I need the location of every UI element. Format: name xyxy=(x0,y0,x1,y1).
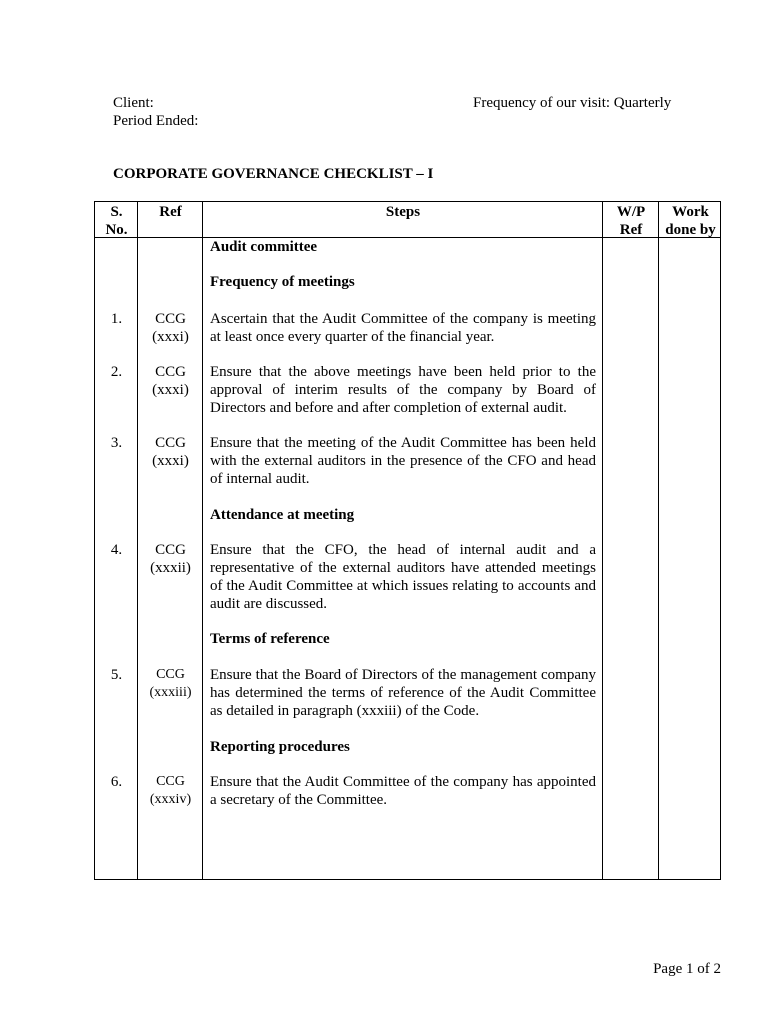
section-heading: Audit committee xyxy=(210,239,318,255)
client-label: Client: xyxy=(113,95,154,111)
visit-frequency: Frequency of our visit: Quarterly xyxy=(473,95,672,111)
row-number: 6. xyxy=(110,774,123,790)
page-number: Page 1 of 2 xyxy=(653,961,721,977)
period-ended-label: Period Ended: xyxy=(113,113,199,129)
section-heading: Frequency of meetings xyxy=(210,274,355,290)
ref-code: CCG xyxy=(156,774,185,789)
row-step: Ensure that the meeting of the Audit Committee has been held with the external auditors in the presence of the CFO and head of internal audit. xyxy=(210,435,596,487)
ref-code: CCG xyxy=(155,311,186,327)
row-number: 5. xyxy=(110,667,123,683)
header-line: Ref xyxy=(619,222,643,238)
page-title: CORPORATE GOVERNANCE CHECKLIST – I xyxy=(113,166,434,182)
column-header-sno xyxy=(95,203,138,239)
header-line: S. xyxy=(110,204,123,220)
header-line: Work xyxy=(672,204,709,220)
ref-code: CCG xyxy=(155,435,186,451)
row-step: Ensure that the Board of Directors of the management company has determined the terms of reference of the Audit Committee as detailed in paragraph (xxxiii) of the Code. xyxy=(210,667,596,719)
column-header-wp-ref xyxy=(603,203,659,239)
row-ref xyxy=(138,773,203,809)
column-header-work-done-by xyxy=(659,203,722,239)
ref-clause: (xxxiv) xyxy=(149,792,192,807)
ref-code: CCG xyxy=(156,667,185,682)
column-divider xyxy=(602,202,603,879)
column-divider xyxy=(658,202,659,879)
section-heading: Reporting procedures xyxy=(210,739,350,755)
row-number: 1. xyxy=(110,311,123,327)
row-number: 4. xyxy=(110,542,123,558)
row-step: Ascertain that the Audit Committee of the company is meeting at least once every quarter of the financial year. xyxy=(210,311,596,345)
row-ref xyxy=(138,434,203,470)
row-number: 3. xyxy=(110,435,123,451)
column-header-steps: Steps xyxy=(385,204,421,220)
ref-clause: (xxxi) xyxy=(152,453,189,469)
row-step: Ensure that the Audit Committee of the company has appointed a secretary of the Committee. xyxy=(210,774,596,808)
row-step: Ensure that the above meetings have been held prior to the approval of interim results of the company by Board of Directors and before and after completion of external audit. xyxy=(210,364,596,416)
ref-clause: (xxxii) xyxy=(150,560,191,576)
checklist-table xyxy=(94,201,721,880)
ref-code: CCG xyxy=(155,542,186,558)
ref-clause: (xxxi) xyxy=(152,329,189,345)
row-ref xyxy=(138,666,203,702)
column-header-ref: Ref xyxy=(159,204,182,220)
header-line: done by xyxy=(665,222,716,238)
row-number: 2. xyxy=(110,364,123,380)
header-line: W/P xyxy=(616,204,646,220)
row-ref xyxy=(138,310,203,346)
row-step: Ensure that the CFO, the head of internal audit and a representative of the external auditors have attended meetings of the Audit Committee at which issues relating to accounts and audit are discussed. xyxy=(210,542,596,612)
header-line: No. xyxy=(105,222,128,238)
section-heading: Attendance at meeting xyxy=(210,507,355,523)
row-ref xyxy=(138,541,203,577)
section-heading: Terms of reference xyxy=(210,631,330,647)
row-ref xyxy=(138,363,203,399)
ref-clause: (xxxiii) xyxy=(149,685,192,700)
ref-code: CCG xyxy=(155,364,186,380)
ref-clause: (xxxi) xyxy=(152,382,189,398)
